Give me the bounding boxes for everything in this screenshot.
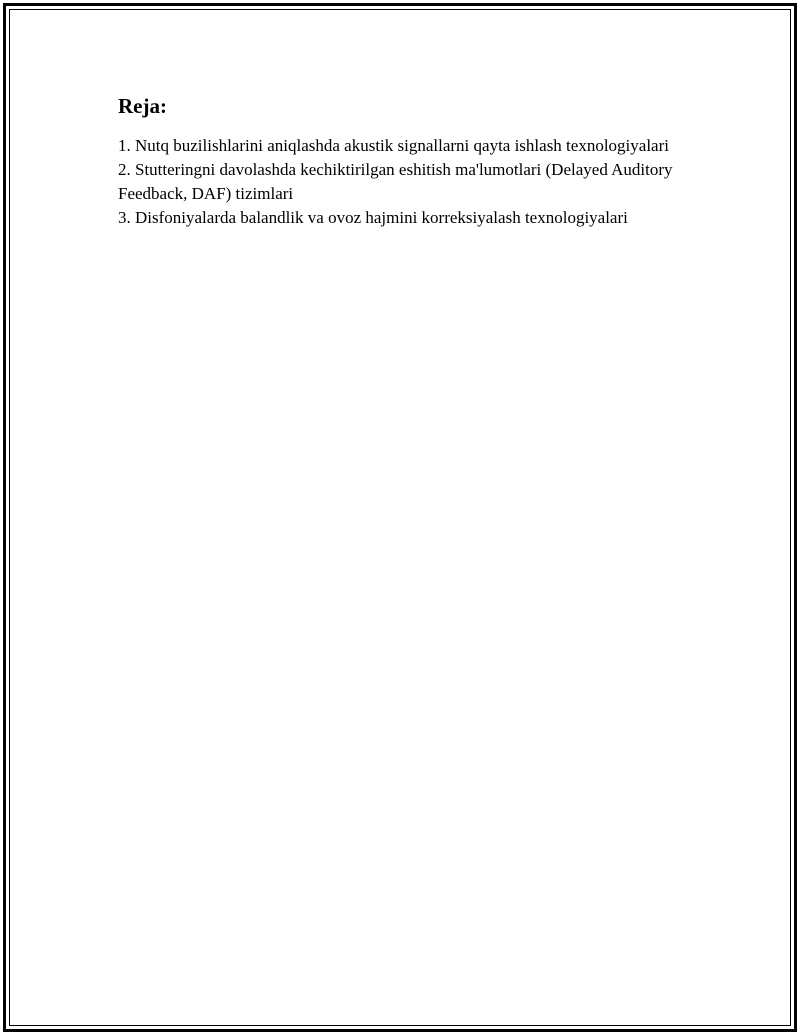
plan-item-2: 2. Stutteringni davolashda kechiktirilgan eshitish ma'lumotlari (Delayed Auditory Feedback, DAF) tizimlari bbox=[118, 160, 673, 203]
plan-item-1: 1. Nutq buzilishlarini aniqlashda akustik signallarni qayta ishlash texnologiyalari bbox=[118, 136, 669, 155]
plan-heading: Reja: bbox=[118, 94, 167, 118]
document-body bbox=[118, 92, 698, 230]
plan-item-3: 3. Disfoniyalarda balandlik va ovoz hajmini korreksiyalash texnologiyalari bbox=[118, 208, 628, 227]
plan-list bbox=[118, 134, 698, 230]
